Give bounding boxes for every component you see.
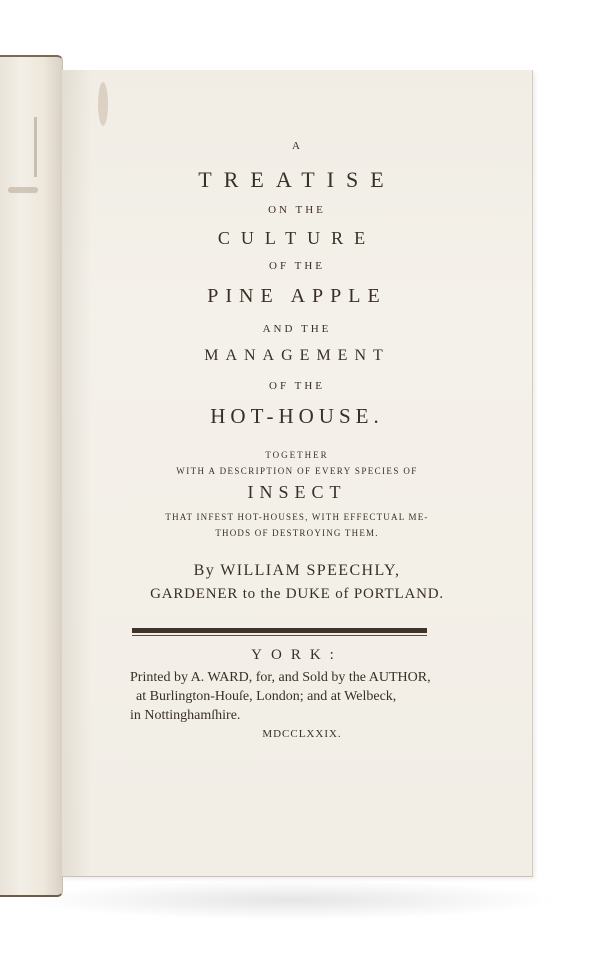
title-and-the: AND THE: [262, 323, 332, 335]
double-rule-thin: [132, 635, 427, 636]
title-page: [62, 70, 533, 877]
imprint-line-2: at Burlington-Houſe, London; and at Welbeck,: [136, 689, 397, 704]
double-rule-thick: [132, 628, 427, 633]
imprint-block: [130, 668, 450, 725]
title-article: A: [292, 140, 302, 152]
author-line: By WILLIAM SPEECHLY,: [193, 562, 401, 579]
title-hot-house: HOT-HOUSE.: [210, 404, 384, 428]
title-treatise: TREATISE: [198, 167, 396, 192]
title-management: MANAGEMENT: [204, 347, 390, 364]
imprint-place: YORK:: [251, 647, 343, 663]
title-of-the-1: OF THE: [269, 260, 325, 272]
book-shadow: [20, 880, 560, 920]
imprint-date: MDCCLXXIX.: [262, 728, 342, 740]
title-culture: CULTURE: [217, 228, 377, 248]
spine-wear-mark: [8, 187, 38, 193]
title-of-the-2: OF THE: [269, 380, 325, 392]
foxing-stain: [98, 82, 108, 126]
author-position: GARDENER to the DUKE of PORTLAND.: [150, 586, 444, 602]
subtitle-insect: INSECT: [247, 482, 347, 502]
title-on-the: ON THE: [268, 204, 326, 216]
subtitle-infest-line-2: THODS OF DESTROYING THEM.: [215, 528, 379, 538]
imprint-line-1: Printed by A. WARD, for, and Sold by the AUTHOR,: [130, 670, 431, 685]
title-pine-apple: PINE APPLE: [207, 285, 387, 307]
spine-crease: [34, 117, 37, 177]
subtitle-together: TOGETHER: [265, 450, 329, 460]
book-spine-left-page: [0, 55, 63, 897]
subtitle-infest-line-1: THAT INFEST HOT-HOUSES, WITH EFFECTUAL ME-: [165, 512, 429, 522]
subtitle-description: WITH A DESCRIPTION OF EVERY SPECIES OF: [176, 466, 418, 476]
imprint-line-3: in Nottinghamſhire.: [130, 708, 241, 723]
